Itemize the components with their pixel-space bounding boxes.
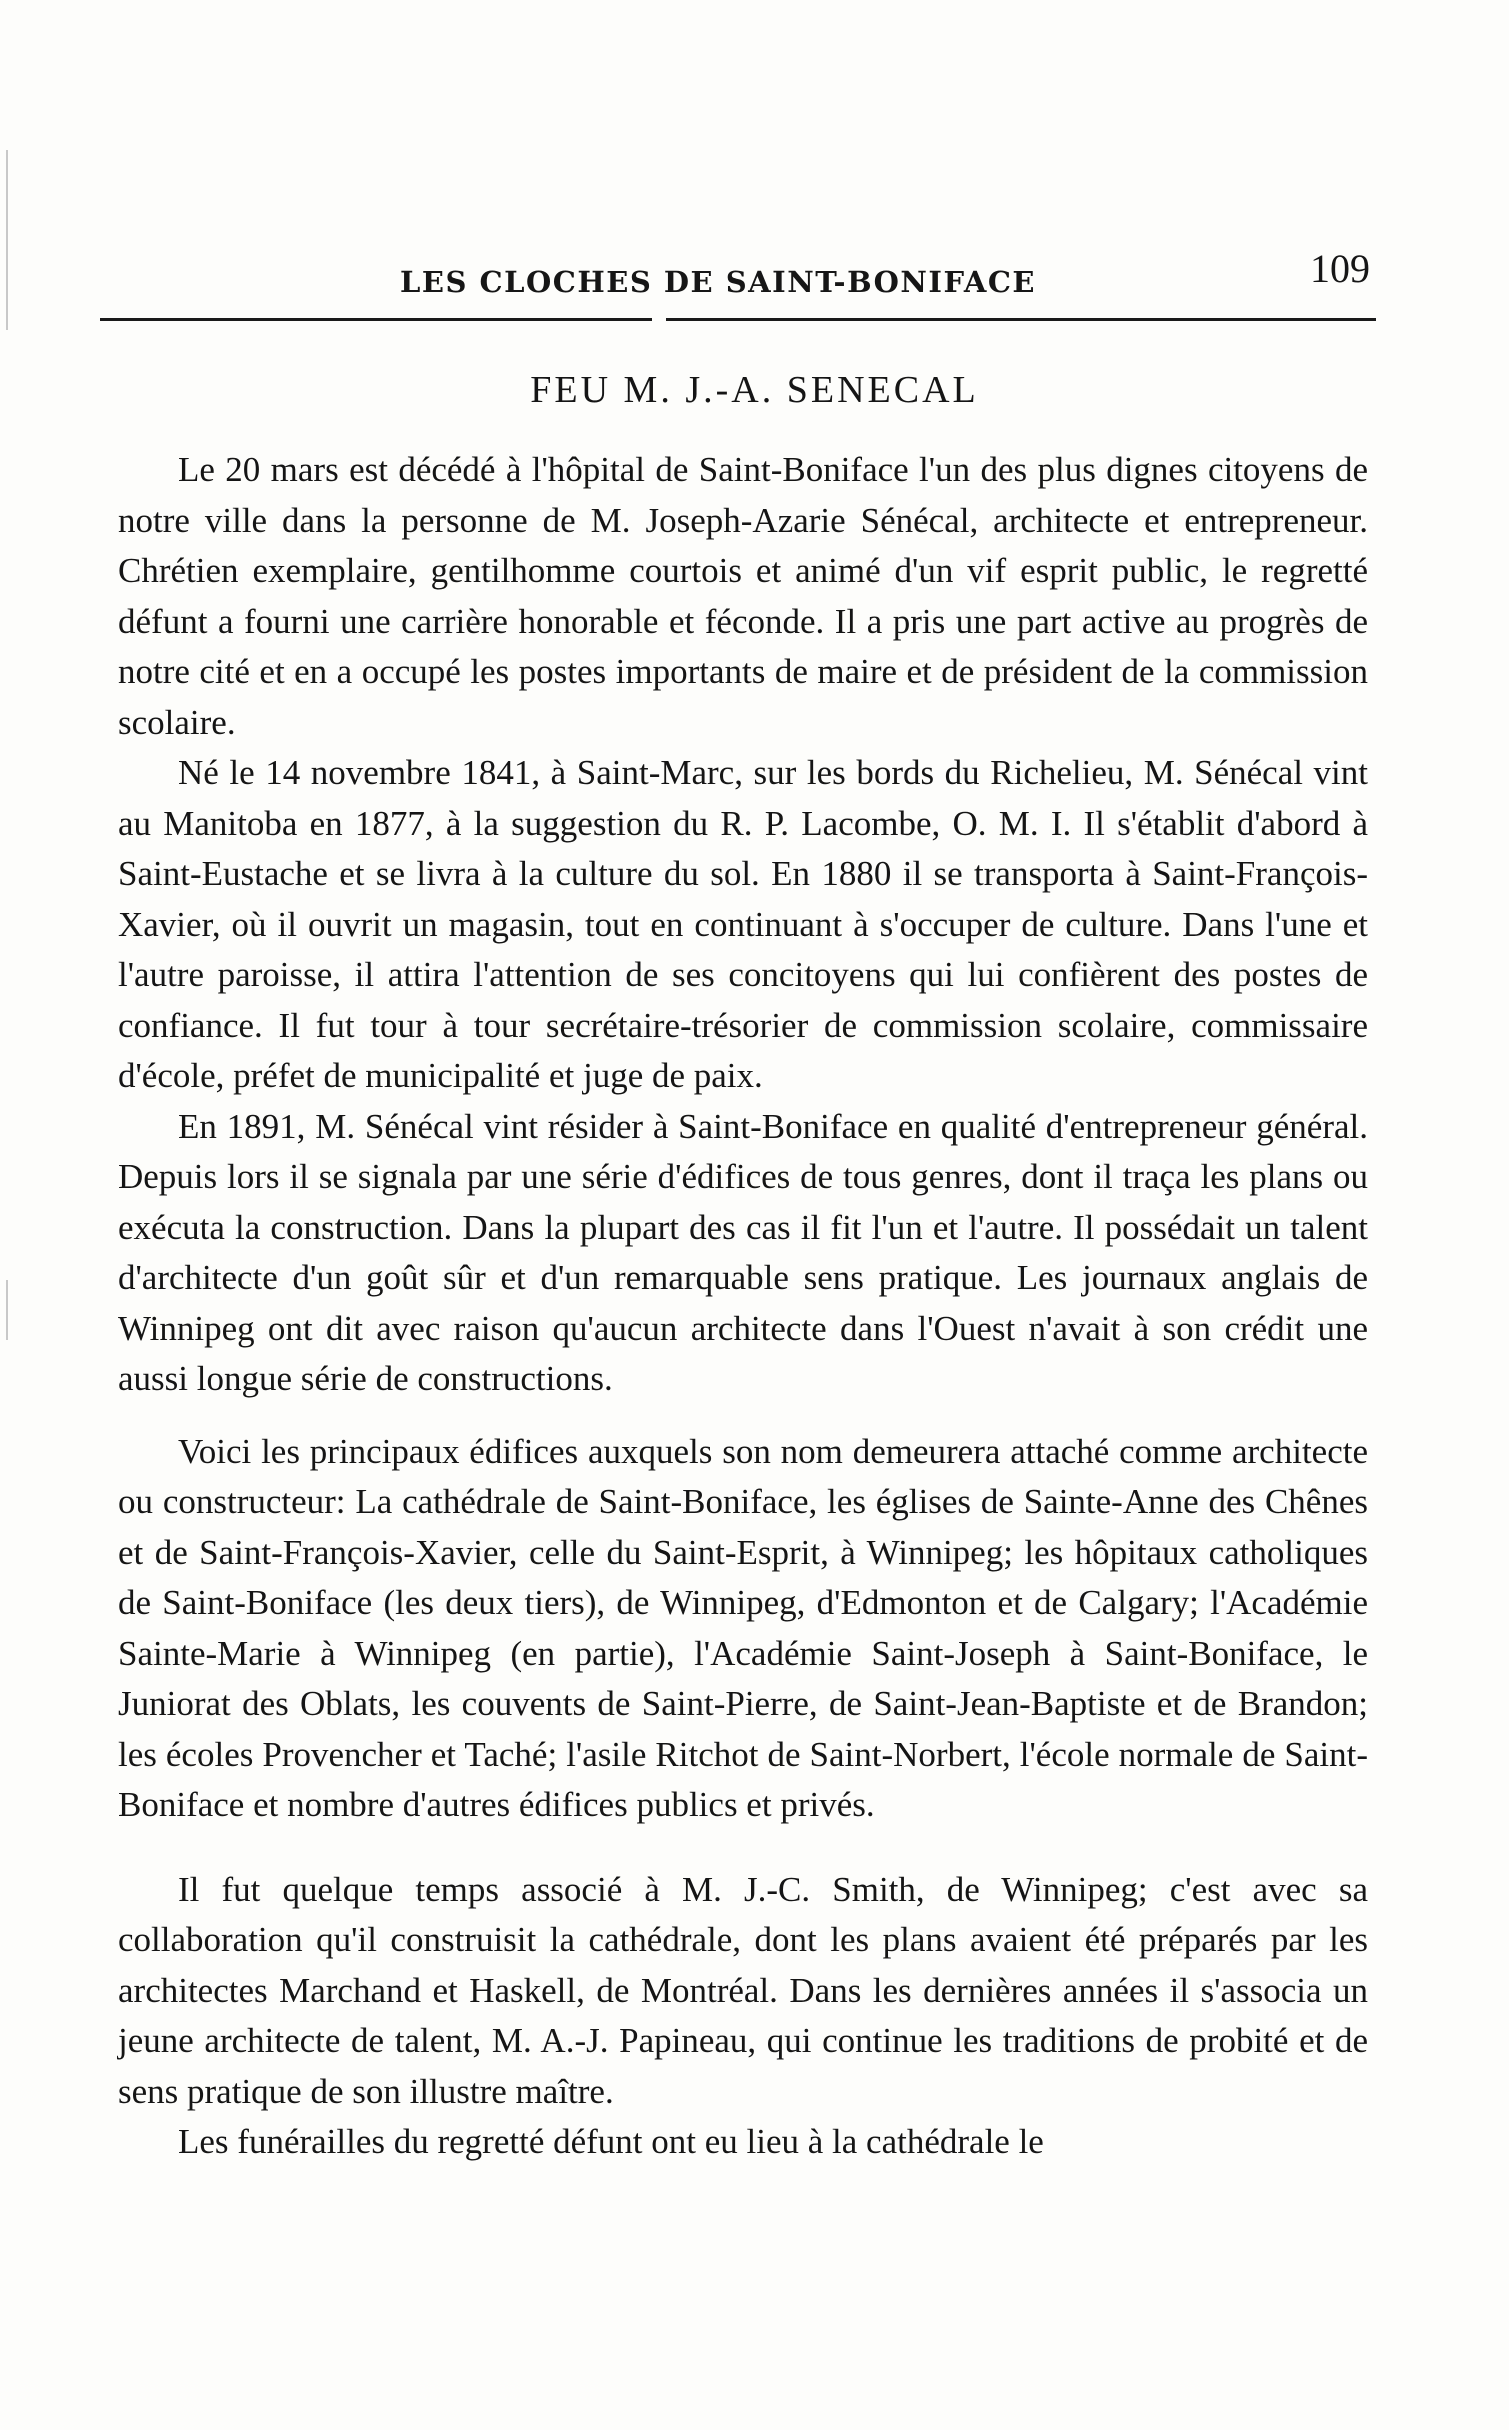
paragraph: Né le 14 novembre 1841, à Saint-Marc, sur les bords du Richelieu, M. Sénécal vint au Manitoba en 1877, à la suggestion du R. P. Lacombe, O. M. I. Il s'établit d'abord à Saint-Eustache et se livra à la culture du sol. En 1880 il se transporta à Saint-François-Xavier, où il ouvrit un magasin, tout en continuant à s'occuper de culture. Dans l'une et l'autre paroisse, il attira l'attention de ses concitoyens qui lui confièrent des postes de confiance. Il fut tour à tour secrétaire-trésorier de commission scolaire, commissaire d'école, préfet de municipalité et juge de paix. [118, 753, 1368, 1095]
article-title: FEU M. J.-A. SENECAL [530, 369, 979, 411]
header-rule-left [100, 318, 652, 321]
article-body [118, 445, 1368, 2168]
paragraph: Voici les principaux édifices auxquels son nom demeurera attaché comme architecte ou constructeur: La cathédrale de Saint-Boniface, les églises de Sainte-Anne des Chênes et de Saint-François-Xavier, celle du Saint-Esprit, à Winnipeg; les hôpitaux catholiques de Saint-Boniface (les deux tiers), de Winnipeg, d'Edmonton et de Calgary; l'Académie Sainte-Marie à Winnipeg (en partie), l'Académie Saint-Joseph à Saint-Boniface, le Juniorat des Oblats, les couvents de Saint-Pierre, de Saint-Jean-Baptiste et de Brandon; les écoles Provencher et Taché; l'asile Ritchot de Saint-Norbert, l'école normale de Saint-Boniface et nombre d'autres édifices publics et privés. [118, 1431, 1368, 1824]
page-number: 109 [1310, 246, 1370, 291]
page-header [100, 245, 1390, 315]
scan-edge-mark [6, 150, 8, 330]
paragraph: Les funérailles du regretté défunt ont eu lieu à la cathédrale le [178, 2122, 1044, 2161]
scan-edge-mark [6, 1280, 8, 1340]
header-rule-right [666, 318, 1376, 321]
running-head: LES CLOCHES DE SAINT-BONIFACE [400, 265, 1037, 299]
paragraph: Le 20 mars est décédé à l'hôpital de Saint-Boniface l'un des plus dignes citoyens de notre ville dans la personne de M. Joseph-Azarie Sénécal, architecte et entrepreneur. Chrétien exemplaire, gentilhomme courtois et animé d'un vif esprit public, le regretté défunt a fourni une carrière honorable et féconde. Il a pris une part active au progrès de notre cité et en a occupé les postes importants de maire et de président de la commission scolaire. [118, 450, 1368, 742]
paragraph: Il fut quelque temps associé à M. J.-C. Smith, de Winnipeg; c'est avec sa collaboration qu'il construisit la cathédrale, dont les plans avaient été préparés par les architectes Marchand et Haskell, de Montréal. Dans les dernières années il s'associa un jeune architecte de talent, M. A.-J. Papineau, qui continue les traditions de probité et de sens pratique de son illustre maître. [118, 1869, 1368, 2111]
paragraph: En 1891, M. Sénécal vint résider à Saint-Boniface en qualité d'entrepreneur général. Depuis lors il se signala par une série d'édifices de tous genres, dont il traça les plans ou exécuta la construction. Dans la plupart des cas il fit l'un et l'autre. Il possédait un talent d'architecte d'un goût sûr et d'un remarquable sens pratique. Les journaux anglais de Winnipeg ont dit avec raison qu'aucun architecte dans l'Ouest n'avait à son crédit une aussi longue série de constructions. [118, 1106, 1368, 1398]
